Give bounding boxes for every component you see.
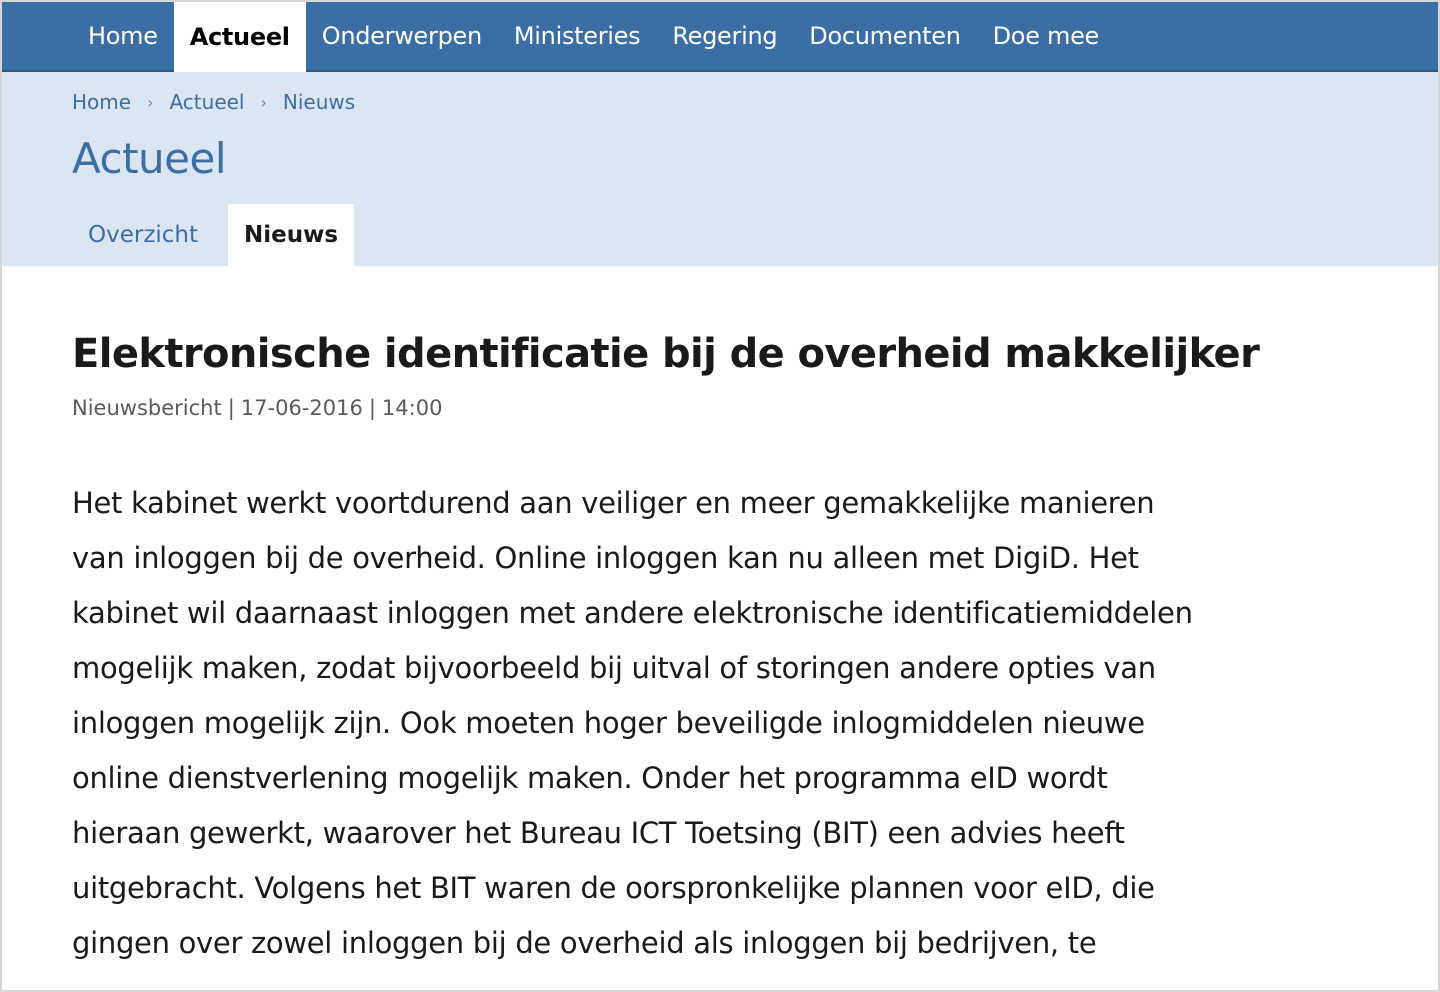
news-article — [72, 324, 1272, 971]
section-tabs — [72, 204, 354, 266]
nav-item-documenten[interactable]: Documenten — [809, 22, 961, 50]
nav-item-home[interactable]: Home — [88, 22, 158, 50]
nav-item-ministeries[interactable]: Ministeries — [513, 22, 641, 50]
breadcrumb-separator-icon: › — [260, 92, 267, 112]
main-nav-list — [72, 2, 1115, 70]
article-time: 14:00 — [381, 396, 443, 420]
article-body-line: van inloggen bij de overheid. Online inloggen kan nu alleen met DigiD. Het — [72, 541, 1139, 575]
breadcrumb — [72, 90, 355, 114]
article-body-line: online dienstverlening mogelijk maken. Onder het programma eID wordt — [72, 761, 1108, 795]
breadcrumb-link-actueel[interactable]: Actueel — [169, 90, 245, 114]
tab-overzicht[interactable]: Overzicht — [88, 222, 199, 248]
article-date: 17-06-2016 — [240, 396, 363, 420]
breadcrumb-link-nieuws[interactable]: Nieuws — [282, 90, 356, 114]
article-meta — [72, 396, 1272, 420]
article-body-line: uitgebracht. Volgens het BIT waren de oorspronkelijke plannen voor eID, die — [72, 871, 1155, 905]
article-body-line: mogelijk maken, zodat bijvoorbeeld bij uitval of storingen andere opties van — [72, 651, 1156, 685]
article-body — [72, 476, 1262, 971]
article-body-line: Het kabinet werkt voortdurend aan veiliger en meer gemakkelijke manieren — [72, 486, 1155, 520]
meta-separator: | — [227, 396, 235, 420]
article-type: Nieuwsbericht — [72, 396, 222, 420]
article-title: Elektronische identificatie bij de overheid makkelijker — [72, 331, 1260, 377]
article-body-line: inloggen mogelijk zijn. Ook moeten hoger beveiligde inlogmiddelen nieuwe — [72, 706, 1145, 740]
nav-item-actueel[interactable]: Actueel — [174, 2, 306, 72]
breadcrumb-link-home[interactable]: Home — [72, 90, 132, 114]
nav-item-onderwerpen[interactable]: Onderwerpen — [321, 22, 482, 50]
nav-item-regering[interactable]: Regering — [672, 22, 778, 50]
article-body-line: kabinet wil daarnaast inloggen met andere elektronische identificatiemiddelen — [72, 596, 1193, 630]
nav-item-doe-mee[interactable]: Doe mee — [992, 22, 1099, 50]
meta-separator: | — [368, 396, 376, 420]
page-title: Actueel — [72, 134, 227, 183]
article-body-line: gingen over zowel inloggen bij de overheid als inloggen bij bedrijven, te — [72, 926, 1097, 960]
breadcrumb-separator-icon: › — [147, 92, 154, 112]
article-body-line: hieraan gewerkt, waarover het Bureau ICT Toetsing (BIT) een advies heeft — [72, 816, 1125, 850]
tab-nieuws[interactable]: Nieuws — [228, 204, 354, 266]
main-navigation — [2, 2, 1440, 72]
